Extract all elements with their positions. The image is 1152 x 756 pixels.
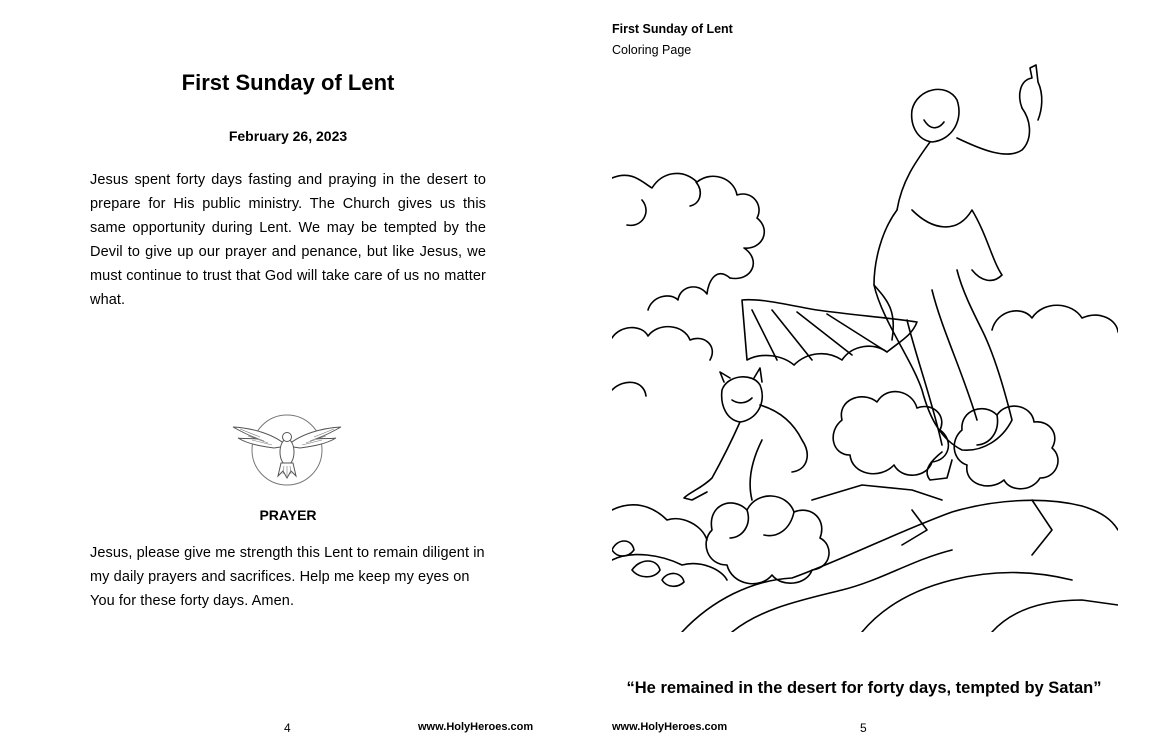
jesus-tempted-by-satan-line-art bbox=[612, 60, 1118, 632]
coloring-page-subtitle: Coloring Page bbox=[612, 43, 692, 57]
prayer-heading: PRAYER bbox=[259, 507, 317, 523]
page-number: 5 bbox=[860, 721, 867, 735]
intro-paragraph: Jesus spent forty days fasting and praying in the desert to prepare for His public ministry. The Church gives us this same opportunity during Lent. We may be tempted by the Devil to give up our prayer and penance, but like Jesus, we must continue to trust that God will take care of us no matter what. bbox=[90, 172, 486, 308]
illustration-caption: “He remained in the desert for forty days, tempted by Satan” bbox=[626, 679, 1102, 697]
footer-link[interactable]: www.HolyHeroes.com bbox=[612, 721, 728, 733]
page-number: 4 bbox=[284, 721, 291, 735]
coloring-page-title: First Sunday of Lent bbox=[612, 22, 733, 36]
date-label: February 26, 2023 bbox=[228, 128, 348, 144]
holy-spirit-dove-icon bbox=[230, 410, 344, 490]
page-title: First Sunday of Lent bbox=[181, 70, 395, 95]
right-page bbox=[576, 0, 1152, 756]
prayer-paragraph: Jesus, please give me strength this Lent to remain diligent in my daily prayers and sacrifices. Help me keep my eyes on You for these forty days. Amen. bbox=[90, 545, 485, 609]
footer-link[interactable]: www.HolyHeroes.com bbox=[418, 721, 534, 733]
